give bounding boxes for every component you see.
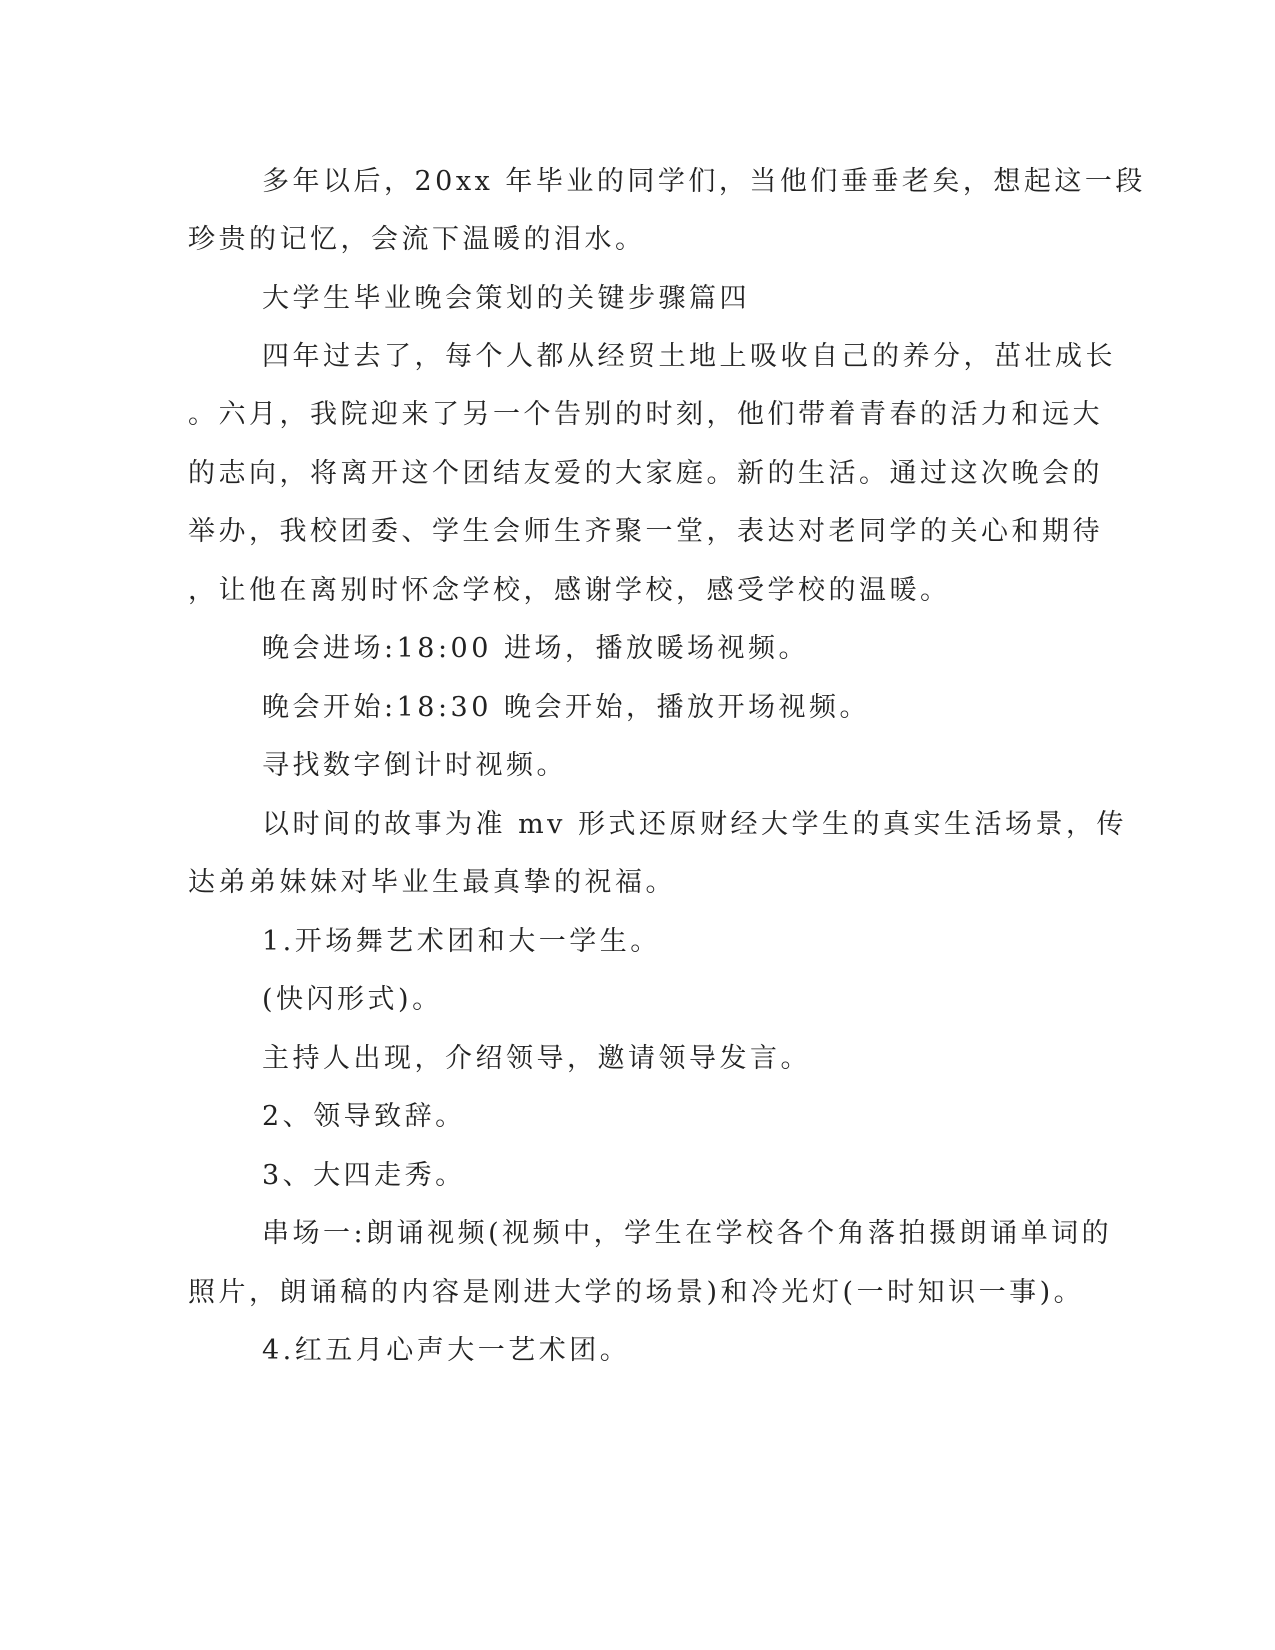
paragraph-line: 多年以后，20xx 年毕业的同学们，当他们垂垂老矣，想起这一段: [262, 166, 1146, 197]
paragraph-line: 晚会进场:18:00 进场，播放暖场视频。: [262, 633, 809, 664]
paragraph-line: 珍贵的记忆，会流下温暖的泪水。: [188, 224, 646, 255]
paragraph-line: 的志向，将离开这个团结友爱的大家庭。新的生活。通过这次晚会的: [188, 458, 1103, 489]
list-item: 2、领导致辞。: [262, 1101, 466, 1132]
paragraph-line: ，让他在离别时怀念学校，感谢学校，感受学校的温暖。: [188, 575, 951, 606]
paragraph-line: 晚会开始:18:30 晚会开始，播放开场视频。: [262, 692, 870, 723]
paragraph-line: 达弟弟妹妹对毕业生最真挚的祝福。: [188, 867, 676, 898]
paragraph-line: 串场一:朗诵视频(视频中，学生在学校各个角落拍摄朗诵单词的: [262, 1218, 1113, 1249]
list-item: 1.开场舞艺术团和大一学生。: [262, 926, 661, 957]
paragraph-line: 举办，我校团委、学生会师生齐聚一堂，表达对老同学的关心和期待: [188, 516, 1103, 547]
paragraph-line: 寻找数字倒计时视频。: [262, 750, 567, 781]
section-heading: 大学生毕业晚会策划的关键步骤篇四: [262, 283, 750, 314]
paragraph-line: 。六月，我院迎来了另一个告别的时刻，他们带着青春的活力和远大: [188, 399, 1103, 430]
paragraph-line: 照片，朗诵稿的内容是刚进大学的场景)和冷光灯(一时知识一事)。: [188, 1277, 1085, 1308]
paragraph-line: (快闪形式)。: [262, 984, 443, 1015]
list-item: 3、大四走秀。: [262, 1160, 466, 1191]
paragraph-line: 主持人出现，介绍领导，邀请领导发言。: [262, 1043, 811, 1074]
paragraph-line: 四年过去了，每个人都从经贸土地上吸收自己的养分，茁壮成长: [262, 341, 1116, 372]
paragraph-line: 以时间的故事为准 mv 形式还原财经大学生的真实生活场景，传: [262, 809, 1128, 840]
list-item: 4.红五月心声大一艺术团。: [262, 1335, 631, 1366]
